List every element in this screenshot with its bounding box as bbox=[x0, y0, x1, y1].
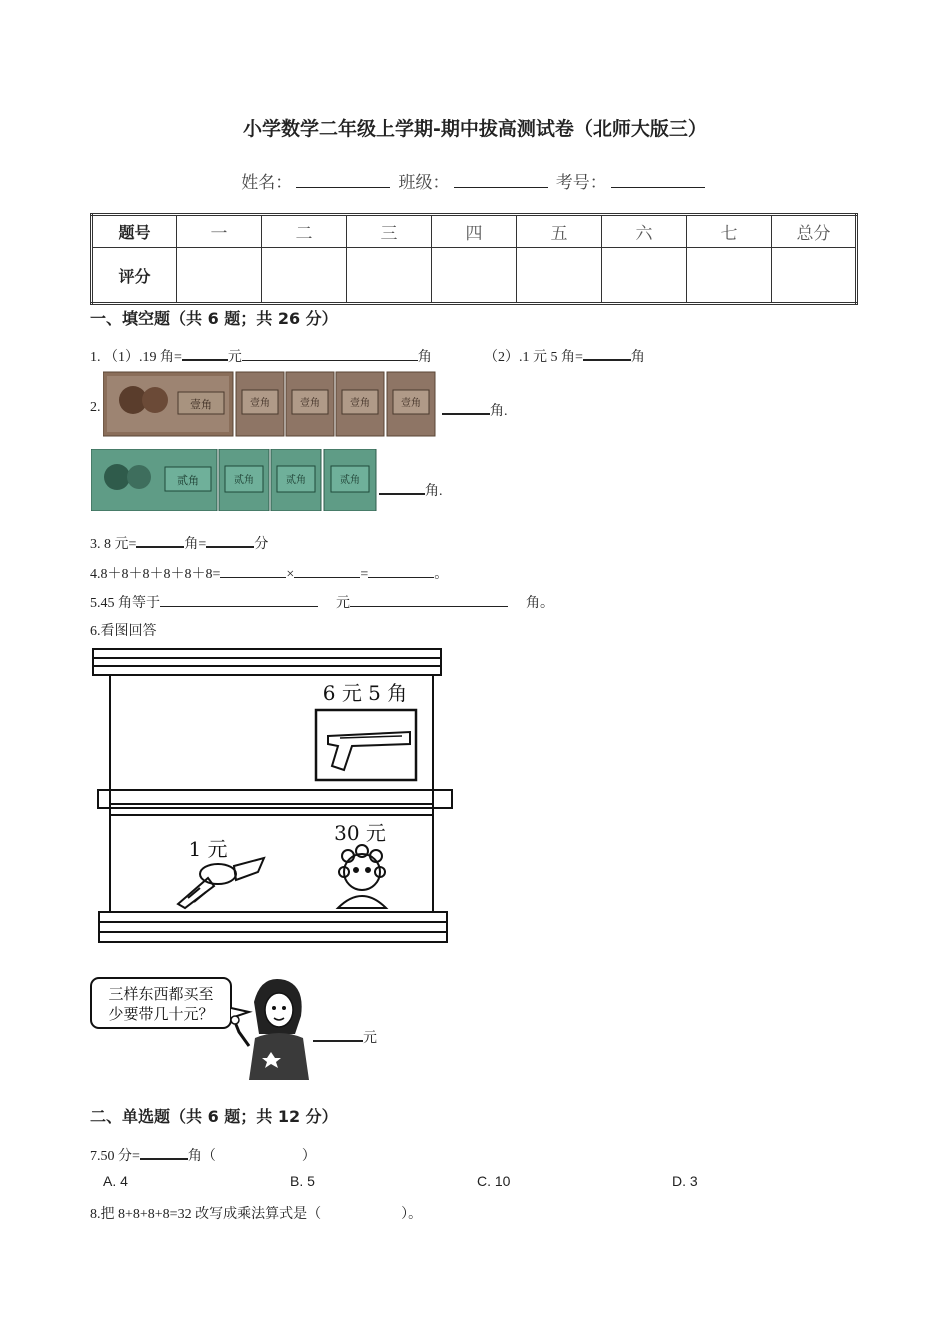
banknote-denomination: 壹角 bbox=[250, 398, 270, 409]
score-cell[interactable] bbox=[177, 248, 262, 304]
answer-blank[interactable] bbox=[442, 401, 490, 415]
q6-answer bbox=[313, 1027, 377, 1047]
answer-blank[interactable] bbox=[136, 534, 184, 548]
answer-blank[interactable] bbox=[379, 481, 425, 495]
name-label: 姓名： bbox=[241, 173, 293, 192]
score-cell[interactable] bbox=[262, 248, 347, 304]
portrait-icon bbox=[127, 465, 151, 489]
scarf-icon bbox=[178, 858, 264, 908]
id-blank[interactable] bbox=[611, 173, 705, 188]
q8-end: ）。 bbox=[401, 1207, 423, 1222]
question-3 bbox=[90, 533, 268, 553]
erjiao-banknotes-image bbox=[91, 449, 378, 511]
q7-end: ） bbox=[301, 1149, 316, 1164]
answer-blank[interactable] bbox=[350, 594, 508, 607]
banknote bbox=[387, 372, 435, 436]
q3-unit: 分 bbox=[254, 537, 269, 552]
page-title: 小学数学二年级上学期-期中拔高测试卷（北师大版三） bbox=[243, 118, 707, 140]
q8-text: 8.把 8+8+8+8=32 改写成乘法算式是（ bbox=[90, 1207, 322, 1222]
banknote bbox=[236, 372, 284, 436]
score-cell[interactable] bbox=[347, 248, 432, 304]
portrait-icon bbox=[142, 387, 168, 413]
q7-mid: 角（ bbox=[187, 1149, 216, 1164]
doll-price: 30 元 bbox=[334, 821, 386, 845]
answer-blank[interactable] bbox=[220, 565, 286, 578]
class-blank[interactable] bbox=[454, 173, 548, 188]
portrait-icon bbox=[104, 464, 130, 490]
q1b-unit: 角 bbox=[630, 350, 645, 365]
answer-blank[interactable] bbox=[140, 1146, 188, 1160]
bubble-text-line1: 三样东西都买至 bbox=[108, 985, 214, 1003]
q2-unit1: 角. bbox=[490, 404, 508, 419]
answer-blank[interactable] bbox=[368, 565, 434, 578]
banknote-denomination: 壹角 bbox=[350, 398, 370, 409]
q7-option-a[interactable]: A. 4 bbox=[103, 1173, 128, 1189]
shop-shelf-illustration bbox=[90, 646, 456, 946]
q1a-unit1: 元 bbox=[227, 350, 242, 365]
banknote-denomination: 贰角 bbox=[177, 474, 199, 487]
q7-prefix: 7.50 分= bbox=[90, 1149, 140, 1164]
shelf-top-board bbox=[93, 649, 441, 675]
doll-icon bbox=[338, 845, 386, 908]
q1b-prefix: （2）.1 元 5 角= bbox=[484, 350, 583, 365]
score-row-label: 评分 bbox=[92, 248, 177, 304]
q6-unit: 元 bbox=[363, 1031, 377, 1046]
answer-blank[interactable] bbox=[313, 1028, 363, 1042]
q7-option-b[interactable]: B. 5 bbox=[290, 1173, 315, 1189]
q5-end: 角。 bbox=[526, 596, 554, 611]
q7-option-d[interactable]: D. 3 bbox=[672, 1173, 698, 1189]
answer-blank[interactable] bbox=[242, 348, 418, 361]
class-label: 班级： bbox=[398, 173, 450, 192]
score-cell[interactable] bbox=[772, 248, 857, 304]
question-6: 6.看图回答 bbox=[90, 624, 157, 639]
question-7 bbox=[90, 1145, 316, 1165]
answer-blank[interactable] bbox=[160, 594, 318, 607]
student-info bbox=[0, 168, 950, 193]
score-col: 二 bbox=[262, 215, 347, 248]
banknote-denomination: 贰角 bbox=[234, 475, 254, 486]
banknote bbox=[324, 449, 376, 511]
banknote-denomination: 壹角 bbox=[190, 398, 212, 411]
q2-answer-1 bbox=[442, 400, 508, 420]
yijiao-banknotes-image bbox=[103, 370, 438, 438]
score-cell[interactable] bbox=[517, 248, 602, 304]
q4-end: 。 bbox=[434, 567, 449, 582]
q7-option-c[interactable]: C. 10 bbox=[477, 1173, 511, 1189]
score-col: 总分 bbox=[772, 215, 857, 248]
q4-eq: = bbox=[360, 567, 369, 582]
question-4 bbox=[90, 563, 448, 583]
score-table bbox=[90, 213, 858, 305]
question-5 bbox=[90, 592, 554, 612]
score-cell[interactable] bbox=[432, 248, 517, 304]
q4-prefix: 4.8＋8＋8＋8＋8＋8= bbox=[90, 567, 221, 582]
question-1a bbox=[90, 346, 432, 366]
q5-prefix: 5.45 角等于 bbox=[90, 596, 160, 611]
score-col: 三 bbox=[347, 215, 432, 248]
q2-answer-2 bbox=[379, 480, 443, 500]
score-cell[interactable] bbox=[687, 248, 772, 304]
score-col: 四 bbox=[432, 215, 517, 248]
score-col: 一 bbox=[177, 215, 262, 248]
q1a-unit2: 角 bbox=[417, 350, 432, 365]
banknote bbox=[286, 372, 334, 436]
shelf-bottom-board bbox=[99, 912, 447, 942]
bubble-text-line2: 少要带几十元？ bbox=[108, 1005, 214, 1023]
gun-price: 6 元 5 角 bbox=[322, 681, 408, 705]
scarf-price: 1 元 bbox=[188, 837, 228, 861]
answer-blank[interactable] bbox=[583, 347, 631, 361]
score-cell[interactable] bbox=[602, 248, 687, 304]
answer-blank[interactable] bbox=[182, 347, 228, 361]
teacher-icon bbox=[231, 979, 309, 1080]
question-1b bbox=[484, 346, 645, 366]
score-col: 七 bbox=[687, 215, 772, 248]
q2-unit2: 角. bbox=[425, 484, 443, 499]
banknote-denomination: 壹角 bbox=[300, 398, 320, 409]
q2-number: 2. bbox=[90, 400, 101, 415]
q4-times: × bbox=[286, 567, 295, 582]
answer-blank[interactable] bbox=[206, 534, 254, 548]
banknote-denomination: 贰角 bbox=[286, 475, 306, 486]
banknote-denomination: 壹角 bbox=[401, 398, 421, 409]
banknote bbox=[219, 449, 269, 511]
banknote bbox=[336, 372, 384, 436]
score-col: 六 bbox=[602, 215, 687, 248]
q5-mid: 元 bbox=[336, 596, 350, 611]
banknote bbox=[271, 449, 321, 511]
section-2-title: 二、单选题（共 6 题；共 12 分） bbox=[90, 1107, 338, 1126]
q3-prefix: 3. 8 元= bbox=[90, 537, 137, 552]
score-col: 五 bbox=[517, 215, 602, 248]
q1a-prefix: 1. （1）.19 角= bbox=[90, 350, 182, 365]
banknote-denomination: 贰角 bbox=[340, 475, 360, 486]
teacher-illustration bbox=[89, 972, 319, 1082]
question-8 bbox=[90, 1203, 422, 1223]
answer-blank[interactable] bbox=[294, 565, 360, 578]
name-blank[interactable] bbox=[296, 173, 390, 188]
id-label: 考号： bbox=[555, 173, 607, 192]
shelf-middle-board bbox=[98, 790, 452, 808]
q3-mid: 角= bbox=[184, 537, 207, 552]
score-header-label: 题号 bbox=[92, 215, 177, 248]
section-1-title: 一、填空题（共 6 题；共 26 分） bbox=[90, 309, 338, 328]
